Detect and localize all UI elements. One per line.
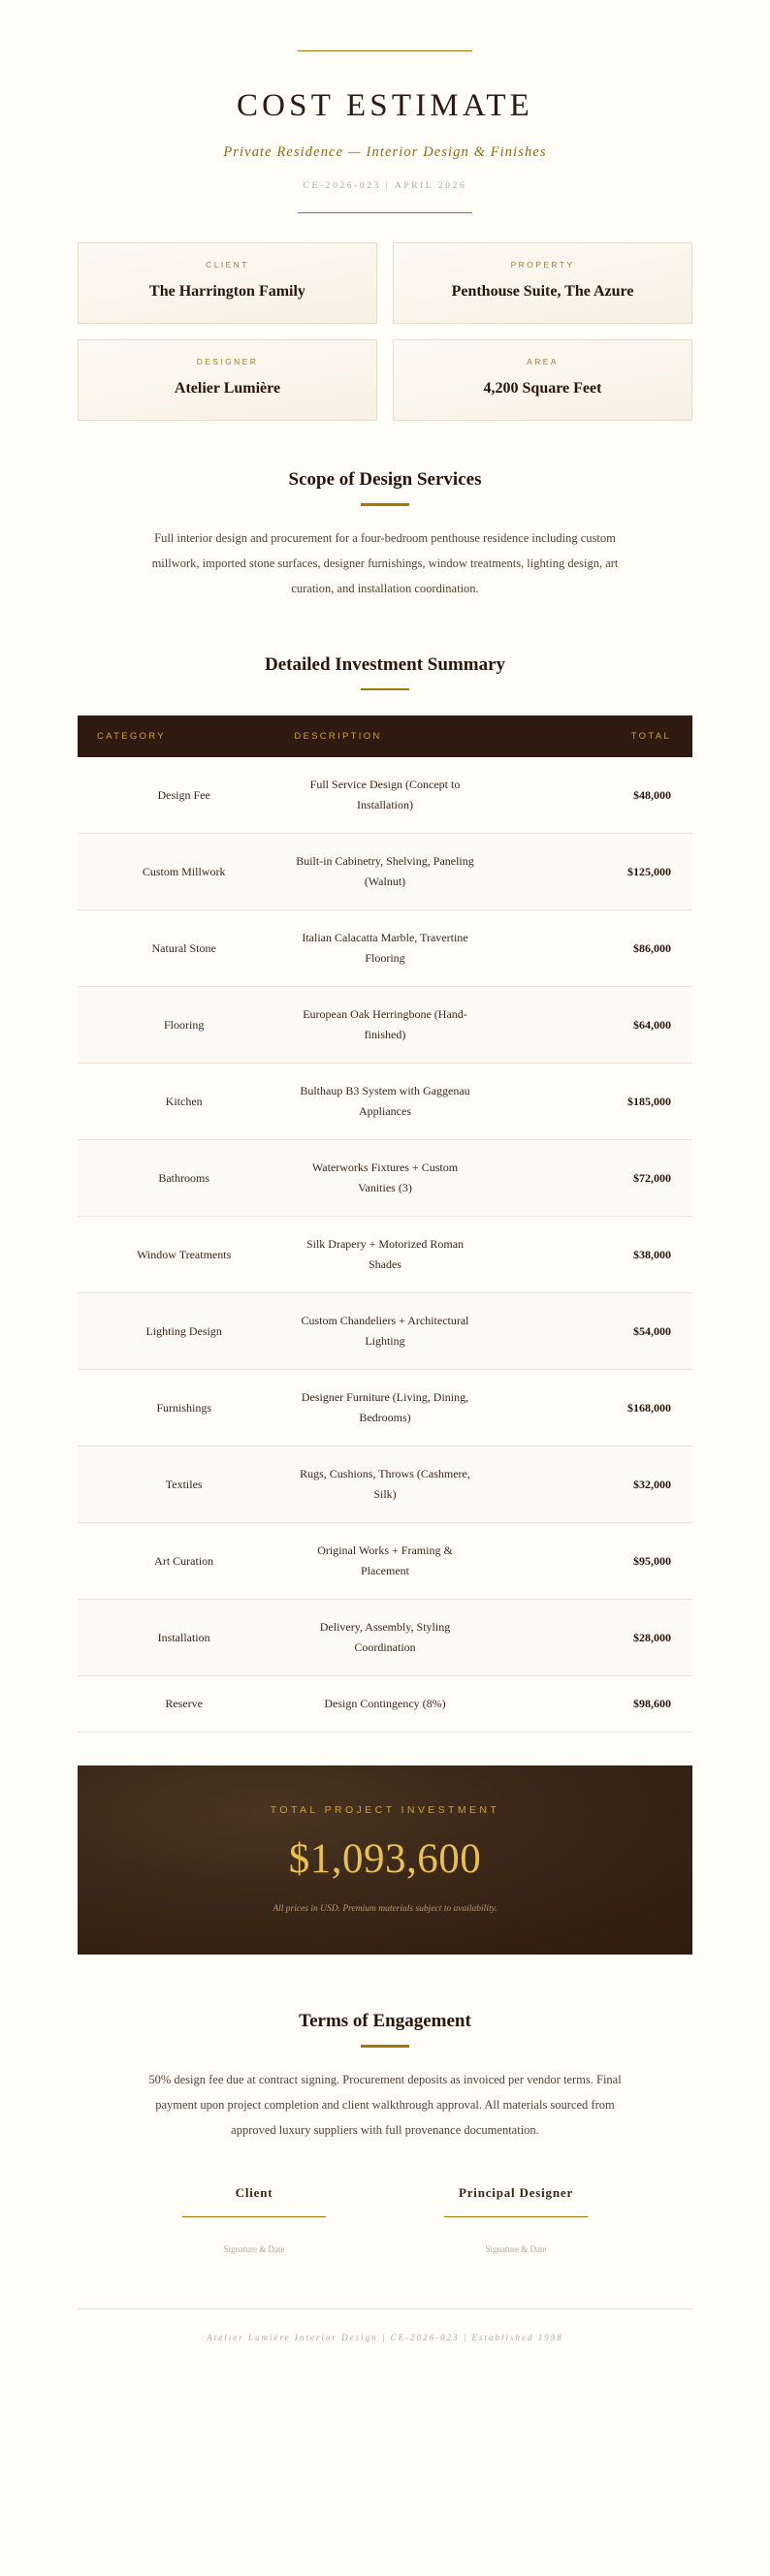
cell-description: European Oak Herringbone (Hand-finished) [282,987,487,1064]
cell-total: $86,000 [488,910,692,987]
cell-description: Waterworks Fixtures + Custom Vanities (3) [282,1140,487,1217]
table-row [78,910,692,987]
scope-section [78,469,692,601]
signature-grid [143,2185,627,2254]
column-header-total: TOTAL [488,716,692,757]
cell-total: $54,000 [488,1293,692,1370]
cell-total: $95,000 [488,1523,692,1600]
cell-category: Kitchen [78,1064,282,1140]
info-card-value: 4,200 Square Feet [483,380,602,398]
document-reference: CE-2026-023 | APRIL 2026 [303,181,467,192]
table-body [78,757,692,1733]
scope-title: Scope of Design Services [288,469,482,491]
table-row [78,834,692,910]
summary-divider [361,688,409,691]
table-header [78,716,692,757]
table-row [78,1140,692,1217]
cell-category: Design Fee [78,757,282,834]
cell-category: Art Curation [78,1523,282,1600]
info-card-label: DESIGNER [196,357,259,367]
document-subtitle: Private Residence — Interior Design & Finishes [223,144,547,161]
info-card-label: CLIENT [206,260,249,270]
cell-category: Installation [78,1600,282,1676]
cell-total: $125,000 [488,834,692,910]
cell-category: Custom Millwork [78,834,282,910]
terms-title: Terms of Engagement [299,2011,471,2032]
cell-category: Lighting Design [78,1293,282,1370]
info-card-label: AREA [527,357,559,367]
document-header [78,0,692,213]
project-info-grid [78,242,692,421]
signature-line[interactable] [444,2216,588,2217]
cell-total: $72,000 [488,1140,692,1217]
column-header-category: CATEGORY [78,716,282,757]
info-card-area [393,339,692,421]
signature-block-designer [404,2185,627,2254]
terms-body: 50% design fee due at contract signing. Procurement deposits as invoiced per vendor terms. Final payment upon project completion and client walkthrough approval. All materials sourced from approved luxury suppliers with full provenance documentation. [148,2072,622,2138]
cell-category: Furnishings [78,1370,282,1447]
cell-total: $38,000 [488,1217,692,1293]
signature-caption: Signature & Date [223,2244,285,2255]
terms-section [78,2011,692,2143]
table-row [78,1600,692,1676]
info-card-value: Penthouse Suite, The Azure [451,283,634,301]
info-card-property [393,242,692,324]
terms-divider [361,2045,409,2048]
cell-description: Rugs, Cushions, Throws (Cashmere, Silk) [282,1447,487,1523]
footer-divider [78,2308,692,2309]
total-note: All prices in USD. Premium materials subject to availability. [273,1904,497,1915]
cell-description: Built-in Cabinetry, Shelving, Paneling (Walnut) [282,834,487,910]
info-card-value: The Harrington Family [149,283,305,301]
table-row [78,757,692,834]
summary-section [78,654,692,1733]
cell-category: Textiles [78,1447,282,1523]
info-card-designer [78,339,377,421]
info-card-client [78,242,377,324]
table-row [78,1064,692,1140]
cell-category: Window Treatments [78,1217,282,1293]
total-investment-panel [78,1765,692,1955]
footer-text: Atelier Lumière Interior Design | CE-2026-023 | Established 1998 [207,2333,563,2343]
cell-description: Custom Chandeliers + Architectural Lighting [282,1293,487,1370]
cell-description: Silk Drapery + Motorized Roman Shades [282,1217,487,1293]
cell-total: $98,600 [488,1676,692,1733]
total-label: TOTAL PROJECT INVESTMENT [270,1804,500,1817]
cell-description: Bulthaup B3 System with Gaggenau Appliances [282,1064,487,1140]
cell-description: Full Service Design (Concept to Installation) [282,757,487,834]
column-header-description: DESCRIPTION [282,716,487,757]
signature-role: Principal Designer [458,2185,574,2201]
cell-description: Design Contingency (8%) [282,1676,487,1733]
header-bottom-divider [298,212,472,213]
summary-title: Detailed Investment Summary [264,653,506,675]
cell-category: Natural Stone [78,910,282,987]
signature-role: Client [235,2185,273,2201]
scope-divider [361,503,409,506]
cell-total: $28,000 [488,1600,692,1676]
table-row [78,1523,692,1600]
cell-total: $168,000 [488,1370,692,1447]
cell-category: Reserve [78,1676,282,1733]
info-card-value: Atelier Lumière [174,380,281,398]
cell-description: Original Works + Framing & Placement [282,1523,487,1600]
total-amount: $1,093,600 [288,1836,482,1883]
table-row [78,1217,692,1293]
table-row [78,1676,692,1733]
cell-category: Bathrooms [78,1140,282,1217]
cell-total: $32,000 [488,1447,692,1523]
scope-body: Full interior design and procurement for a four-bedroom penthouse residence including custom millwork, imported stone surfaces, designer furnishings, window treatments, lighting design, art curation, and installation coordination. [151,530,619,596]
table-row [78,1293,692,1370]
cell-total: $48,000 [488,757,692,834]
top-divider [298,50,472,51]
table-row [78,1447,692,1523]
signature-line[interactable] [182,2216,326,2217]
cell-description: Italian Calacatta Marble, Travertine Flooring [282,910,487,987]
info-card-label: PROPERTY [510,260,575,270]
cost-estimate-table [78,716,692,1733]
table-header-row [78,716,692,757]
signature-caption: Signature & Date [485,2244,547,2255]
table-row [78,987,692,1064]
signature-block-client [143,2185,366,2254]
cell-description: Designer Furniture (Living, Dining, Bedrooms) [282,1370,487,1447]
page-title: COST ESTIMATE [236,88,534,123]
cell-total: $64,000 [488,987,692,1064]
cell-category: Flooring [78,987,282,1064]
cell-total: $185,000 [488,1064,692,1140]
table-row [78,1370,692,1447]
cell-description: Delivery, Assembly, Styling Coordination [282,1600,487,1676]
